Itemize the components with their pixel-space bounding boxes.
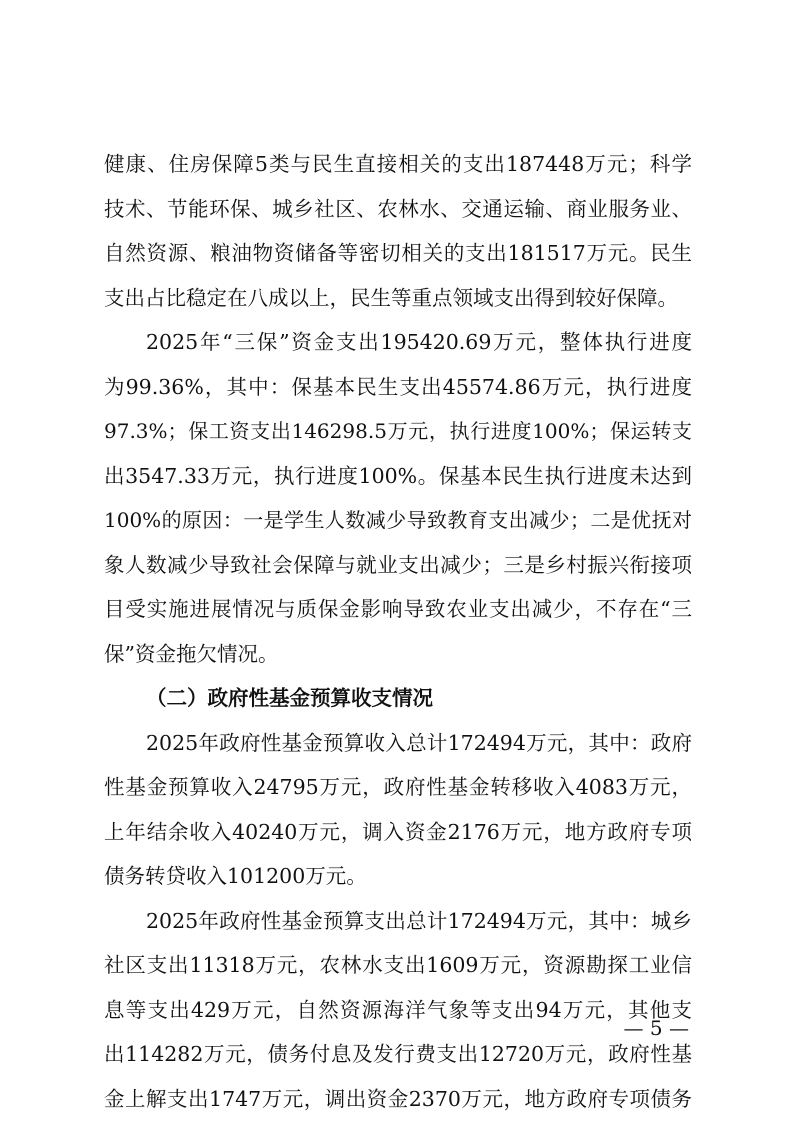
paragraph-livelihood-spending <box>104 142 692 320</box>
text-line: 债务转贷收入101200万元。 <box>104 864 367 888</box>
text-line: 97.3%；保工资支出146298.5万元，执行进度100%；保运转支 <box>104 419 692 443</box>
text-line: 技术、节能环保、城乡社区、农林水、交通运输、商业服务业、 <box>104 196 692 221</box>
page-number: — 5 — <box>623 1016 689 1040</box>
paragraph-fund-revenue <box>104 721 692 899</box>
text-line: 自然资源、粮油物资储备等密切相关的支出181517万元。民生 <box>104 241 692 265</box>
text-line: 2025年政府性基金预算支出总计172494万元，其中：城乡 <box>146 908 692 933</box>
section-heading: （二）政府性基金预算收支情况 <box>146 686 433 710</box>
text-line: 出3547.33万元，执行进度100%。保基本民生执行进度未达到 <box>104 463 692 488</box>
text-line: 2025年“三保”资金支出195420.69万元，整体执行进度 <box>146 330 692 354</box>
text-line: 象人数减少导致社会保障与就业支出减少；三是乡村振兴衔接项 <box>104 552 692 577</box>
text-line: 目受实施进展情况与质保金影响导致农业支出减少，不存在“三 <box>104 597 692 621</box>
text-line: 健康、住房保障5类与民生直接相关的支出187448万元；科学 <box>104 152 692 176</box>
text-line: 为99.36%，其中：保基本民生支出45574.86万元，执行进度 <box>104 374 692 399</box>
text-line: 息等支出429万元，自然资源海洋气象等支出94万元，其他支 <box>104 997 692 1022</box>
text-line: 社区支出11318万元，农林水支出1609万元，资源勘探工业信 <box>104 953 692 977</box>
paragraph-three-guarantees <box>104 320 692 676</box>
text-line: 保”资金拖欠情况。 <box>104 641 279 666</box>
text-line: 金上解支出1747万元，调出资金2370万元，地方政府专项债务 <box>104 1086 692 1111</box>
paragraph-fund-expenditure <box>104 899 692 1122</box>
text-line: 2025年政府性基金预算收入总计172494万元，其中：政府 <box>146 730 692 755</box>
text-line: 出114282万元，债务付息及发行费支出12720万元，政府性基 <box>104 1042 692 1066</box>
text-line: 100%的原因：一是学生人数减少导致教育支出减少；二是优抚对 <box>104 508 692 532</box>
text-line: 支出占比稳定在八成以上，民生等重点领域支出得到较好保障。 <box>104 285 678 310</box>
body-text <box>104 142 692 1121</box>
text-line: 上年结余收入40240万元，调入资金2176万元，地方政府专项 <box>104 819 692 844</box>
text-line: 性基金预算收入24795万元，政府性基金转移收入4083万元， <box>104 775 692 799</box>
